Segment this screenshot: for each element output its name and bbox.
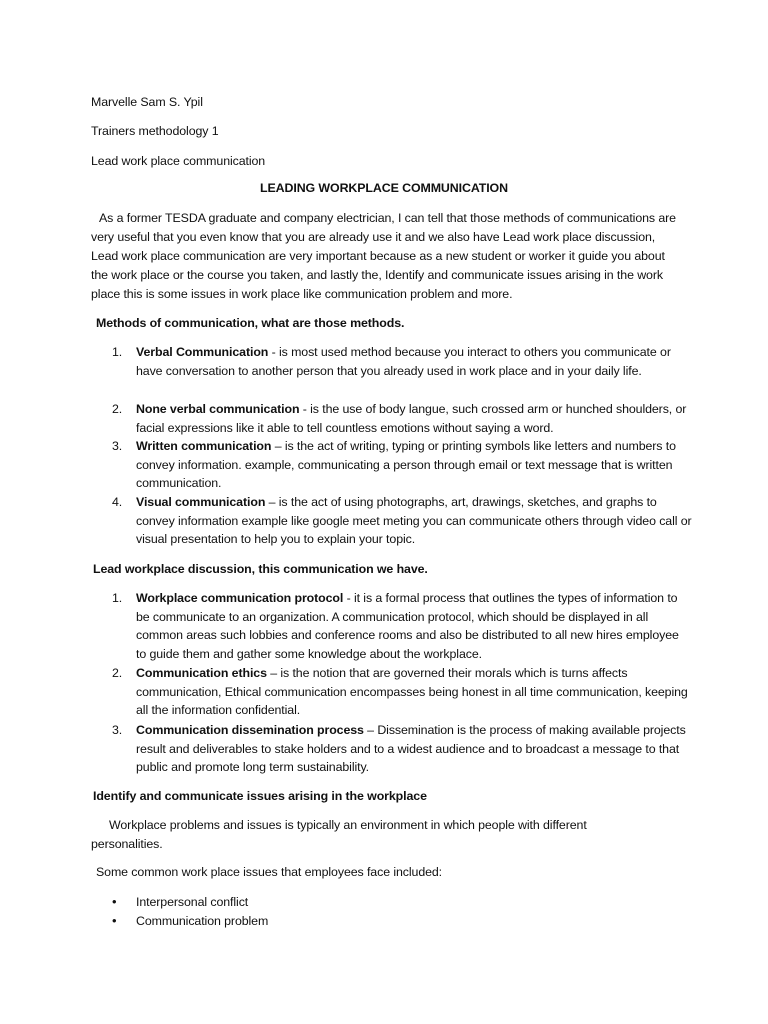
issues-heading: Identify and communicate issues arising in the workplace [93,789,427,803]
item-description: - is the use of body langue, such crossed arm or hunched shoulders, or facial expressions like it able to tell countless emotions without saying a word. [136,402,687,435]
item-description: - is most used method because you interact to others you communicate or have conversation to another person that you already used in work place and in your daily life. [136,345,671,378]
item-description: - it is a formal process that outlines the types of information to be communicate to an organization. A communication protocol, which should be displayed in all common areas such lobbies and conference rooms and also be distributed to all new hires employee to guide them and gather some knowledge about the workplace. [136,591,679,661]
bullet-glyph: • [112,913,117,928]
document-title: LEADING WORKPLACE COMMUNICATION [260,181,508,195]
item-term: Verbal Communication [136,345,269,359]
item-term: Written communication [136,439,272,453]
item-description: – is the act of writing, typing or printing symbols like letters and numbers to convey information. example, communicating a person through email or text message that is written communication. [136,439,676,490]
item-term: Communication dissemination process [136,723,364,737]
bullet-text: Communication problem [136,914,269,928]
item-number: 1. [112,591,123,605]
methods-heading: Methods of communication, what are those methods. [96,316,405,330]
topic-line: Lead work place communication [91,154,266,168]
discussion-heading: Lead workplace discussion, this communication we have. [93,562,428,576]
item-number: 2. [112,402,123,416]
author-name: Marvelle Sam S. Ypil [91,95,203,109]
item-number: 3. [112,439,123,453]
item-number: 4. [112,495,123,509]
item-term: Communication ethics [136,666,267,680]
bullet-glyph: • [112,894,117,909]
item-number: 2. [112,666,123,680]
issues-paragraph: Workplace problems and issues is typically an environment in which people with different personalities. [91,818,587,851]
item-description: – is the act of using photographs, art, drawings, sketches, and graphs to convey information example like google meet meting you can communicate others through video call or visual presentation to help you to explain your topic. [136,495,692,546]
item-term: None verbal communication [136,402,300,416]
item-description: – Dissemination is the process of making available projects result and deliverables to stake holders and to a widest audience and to broadcast a message to that public and promote long term sustainability. [136,723,686,774]
course-name: Trainers methodology 1 [91,124,219,138]
intro-paragraph: As a former TESDA graduate and company electrician, I can tell that those methods of communications are very useful that you even know that you are already use it and we also have Lead work place discussion, Lead work place communication are very important because as a new student or worker it guide you about the work place or the course you taken, and lastly the, Identify and communicate issues arising in the work place this is some issues in work place like communication problem and more. [91,211,676,301]
item-term: Visual communication [136,495,266,509]
item-term: Workplace communication protocol [136,591,344,605]
item-description: – is the notion that are governed their morals which is turns affects communication, Ethical communication encompasses being honest in all time communication, keeping all the information confidential. [136,666,688,717]
item-number: 1. [112,345,123,359]
bullet-text: Interpersonal conflict [136,895,249,909]
issues-lead-text: Some common work place issues that employees face included: [96,865,443,879]
item-number: 3. [112,723,123,737]
